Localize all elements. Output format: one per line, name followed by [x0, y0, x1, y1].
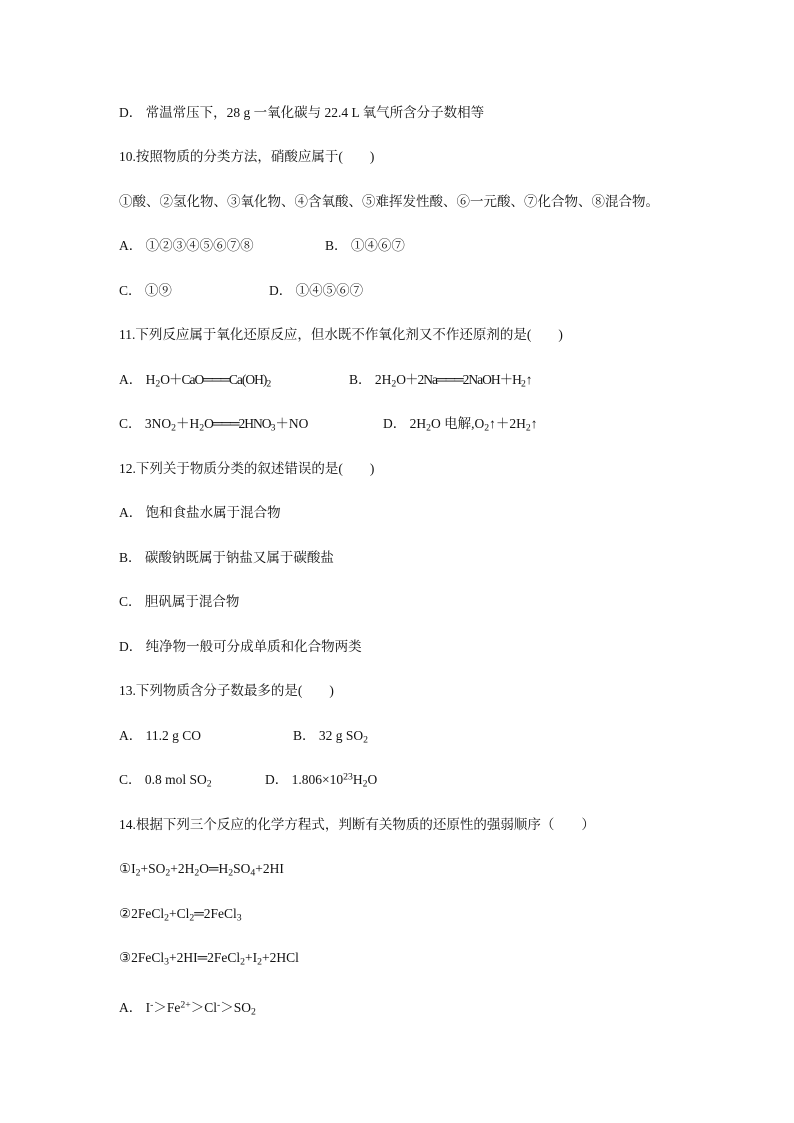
- question-10-list: ①酸、②氢化物、③氧化物、④含氧酸、⑤难挥发性酸、⑥一元酸、⑦化合物、⑧混合物。: [119, 194, 659, 209]
- question-13-options-ab: [119, 727, 368, 745]
- q14-option-a[interactable]: A． $I^->Fe^{2+}>Cl^->SO_2$: [119, 999, 256, 1018]
- q11-option-b[interactable]: B． $2H_2O+2Na═══2NaOH+H_2↑$: [349, 372, 533, 390]
- q11-option-c[interactable]: C． $3NO_2+H_2O═══2HNO_3+NO$: [119, 416, 309, 434]
- q14-equation-2: $②2FeCl_2+Cl_2═2FeCl_3$: [119, 906, 242, 924]
- q13-option-d[interactable]: D． $1.806\times 10^{23}H_2O$: [265, 771, 378, 790]
- q14-equation-3: $③2FeCl_3+2HI═2FeCl_2+I_2+2HCl$: [119, 950, 299, 968]
- q13-option-c[interactable]: C． 0.8 mol $SO_2$: [119, 772, 212, 790]
- option-d-prev: D． 常温常压下，28 g 一氧化碳与 22.4 L 氧气所含分子数相等: [119, 105, 485, 120]
- q14-equation-1: $①I_2+SO_2+2H_2O═H_2SO_4+2HI$: [119, 861, 284, 879]
- q10-option-b[interactable]: B． ①④⑥⑦: [325, 238, 405, 253]
- q10-option-a[interactable]: A． ①②③④⑤⑥⑦⑧: [119, 238, 254, 253]
- q13-option-b[interactable]: B． 32 g $SO_2$: [293, 728, 368, 746]
- q12-option-a[interactable]: A． 饱和食盐水属于混合物: [119, 505, 281, 520]
- question-10-options-ab: [119, 237, 405, 255]
- question-13-options-cd: [119, 771, 377, 789]
- q12-option-b[interactable]: B． 碳酸钠既属于钠盐又属于碳酸盐: [119, 550, 334, 565]
- question-11-options-ab: [119, 371, 533, 389]
- question-13-stem: 13.下列物质含分子数最多的是( ): [119, 683, 334, 698]
- q10-option-c[interactable]: C． ①⑨: [119, 283, 172, 298]
- question-11-stem: 11.下列反应属于氧化还原反应，但水既不作氧化剂又不作还原剂的是( ): [119, 327, 563, 342]
- q11-option-d[interactable]: D． $2H_2O$ 电解$,O_2↑+2H_2↑$: [383, 416, 538, 434]
- q12-option-c[interactable]: C． 胆矾属于混合物: [119, 594, 240, 609]
- q10-option-d[interactable]: D． ①④⑤⑥⑦: [269, 283, 364, 298]
- question-12-stem: 12.下列关于物质分类的叙述错误的是( ): [119, 461, 375, 476]
- question-10-options-cd: [119, 282, 363, 300]
- q11-option-a[interactable]: A． $H_2O+CaO═══Ca(OH)_2$: [119, 372, 272, 390]
- question-10-stem: 10.按照物质的分类方法，硝酸应属于( ): [119, 149, 375, 164]
- q12-option-d[interactable]: D． 纯净物一般可分成单质和化合物两类: [119, 639, 362, 654]
- question-11-options-cd: [119, 415, 537, 433]
- q13-option-a[interactable]: A． 11.2 g CO: [119, 728, 202, 743]
- question-14-stem: 14.根据下列三个反应的化学方程式，判断有关物质的还原性的强弱顺序（ ）: [119, 817, 595, 832]
